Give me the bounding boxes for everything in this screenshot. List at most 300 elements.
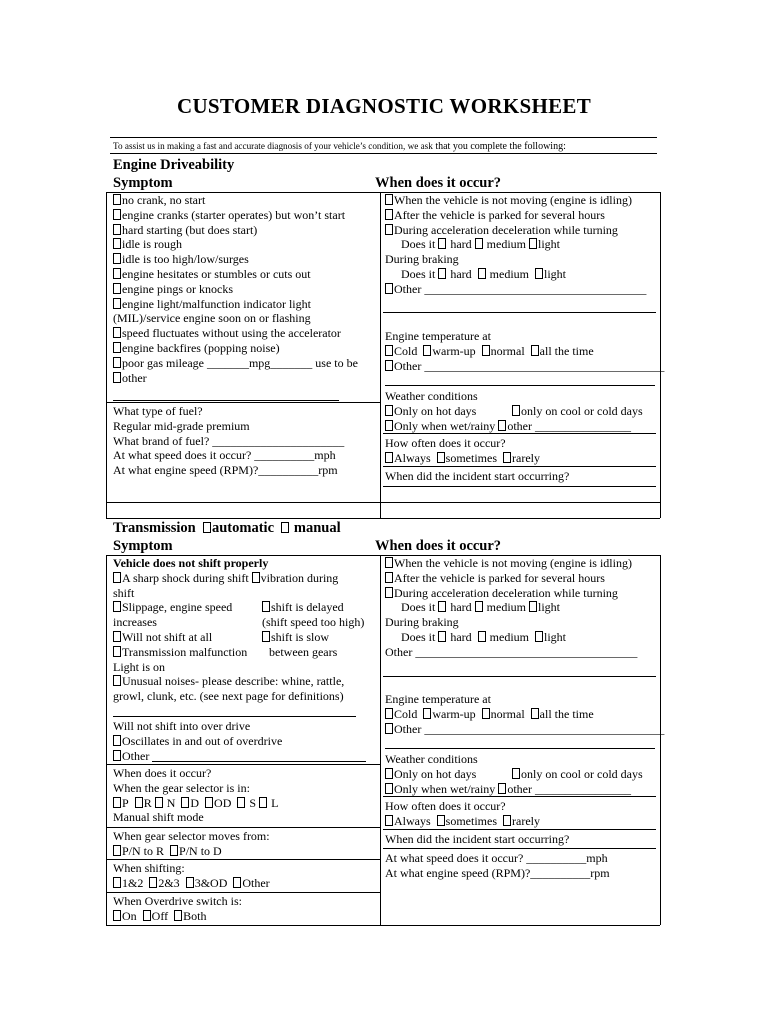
checkbox[interactable] — [113, 224, 121, 235]
when-row[interactable] — [385, 208, 646, 223]
checkbox[interactable] — [512, 405, 520, 416]
weather-row — [385, 782, 631, 797]
option-label: medium — [489, 629, 529, 644]
engine-heading: Engine Driveability — [113, 157, 235, 173]
option-label: Oscillates in and out of overdrive — [122, 733, 283, 748]
option-label: all the time — [539, 343, 594, 358]
how-often-label: How often does it occur? — [385, 436, 506, 450]
symptom-checkbox-row[interactable] — [113, 252, 358, 267]
checkbox[interactable] — [186, 877, 194, 888]
checkbox[interactable] — [385, 405, 393, 416]
checkbox[interactable] — [262, 631, 270, 642]
checkbox[interactable] — [237, 797, 245, 808]
symptom-label: no crank, no start — [122, 193, 206, 207]
checkbox[interactable] — [113, 209, 121, 220]
how-often-row — [385, 451, 540, 466]
checkbox[interactable] — [385, 723, 393, 734]
answer-line[interactable]: ________________ — [534, 418, 631, 433]
checkbox[interactable] — [113, 572, 121, 583]
intro-lead: To assist us in making a fast and accurate diagnosis of your vehicle’s condition, we ask — [113, 141, 433, 151]
option-label: On — [122, 908, 137, 923]
option-label: D — [190, 795, 200, 810]
checkbox[interactable] — [498, 420, 506, 431]
option-label: Slippage, engine speed — [122, 600, 233, 615]
option-label: Off — [151, 908, 169, 923]
checkbox[interactable] — [385, 209, 393, 220]
checkbox[interactable] — [113, 735, 121, 746]
option-label: normal — [490, 706, 525, 721]
answer-line[interactable]: _____________________________________ — [415, 644, 638, 659]
when-row[interactable] — [385, 193, 646, 208]
temp-row — [385, 707, 664, 722]
slow-row — [262, 630, 364, 645]
checkbox[interactable] — [438, 601, 446, 612]
rule — [383, 466, 656, 467]
when-q-label: When does it occur? — [113, 766, 212, 780]
when-row[interactable] — [385, 359, 664, 374]
checkbox[interactable] — [113, 342, 121, 353]
trans-how-often — [385, 799, 540, 829]
fuel-options[interactable]: Regular mid-grade premium — [113, 418, 250, 433]
does-it-label: Does it — [401, 266, 436, 281]
checkbox[interactable] — [478, 631, 486, 642]
checkbox[interactable] — [113, 797, 121, 808]
option-label: manual — [293, 520, 341, 536]
checkbox[interactable] — [113, 910, 121, 921]
temp-row — [385, 344, 664, 359]
symptom-checkbox-row[interactable] — [113, 326, 358, 341]
when-row[interactable] — [385, 586, 637, 601]
option-label: Only when wet/rainy — [394, 418, 496, 433]
when-row[interactable] — [385, 571, 637, 586]
weather-label: Weather conditions — [385, 389, 478, 403]
incident-label: When did the incident start occurring? — [385, 832, 570, 846]
shift-continuation: shift — [113, 585, 135, 600]
braking-label: During braking — [385, 615, 459, 630]
checkbox[interactable] — [423, 345, 431, 356]
weather-row — [385, 419, 631, 434]
table-border — [106, 925, 660, 926]
trans-symptom-heading: Symptom — [113, 538, 173, 554]
checkbox[interactable] — [503, 452, 511, 463]
when-label: Other — [394, 281, 422, 296]
table-divider — [380, 555, 381, 925]
rule — [110, 153, 657, 154]
checkbox[interactable] — [181, 797, 189, 808]
light-on-continuation: Light is on — [113, 659, 166, 674]
option-label: Both — [183, 908, 207, 923]
checkbox[interactable] — [385, 283, 393, 294]
trans-incident — [385, 832, 569, 847]
rpm-question[interactable]: At what engine speed (RPM)?__________rpm — [385, 865, 610, 880]
option-label: hard — [450, 237, 472, 252]
braking-label: During braking — [385, 252, 459, 267]
checkbox[interactable] — [155, 797, 163, 808]
checkbox[interactable] — [149, 877, 157, 888]
option-label: Other — [242, 875, 270, 890]
does-it-label: Does it — [401, 629, 436, 644]
gear-moves-row — [113, 844, 270, 859]
severity-row — [385, 600, 637, 615]
option-label: Always — [394, 813, 431, 828]
weather-row-cool — [512, 404, 643, 419]
checkbox[interactable] — [498, 783, 506, 794]
symptom-label: speed fluctuates without using the accelerator — [122, 326, 341, 341]
checkbox[interactable] — [113, 675, 121, 686]
manual-checkbox[interactable] — [281, 522, 289, 533]
trans-heading — [113, 520, 341, 537]
checkbox[interactable] — [135, 797, 143, 808]
rule — [383, 312, 656, 313]
checkbox[interactable] — [262, 601, 270, 612]
overdrive-label: Will not shift into over drive — [113, 719, 251, 733]
checkbox[interactable] — [113, 845, 121, 856]
checkbox[interactable] — [113, 327, 121, 338]
checkbox[interactable] — [535, 631, 543, 642]
when-row[interactable] — [385, 556, 637, 571]
checkbox[interactable] — [113, 646, 121, 657]
checkbox[interactable] — [529, 238, 537, 249]
option-label: rarely — [512, 813, 540, 828]
option-label: automatic — [211, 520, 274, 536]
option-label: normal — [490, 343, 525, 358]
shifting-list — [113, 861, 270, 891]
option-label: Only when wet/rainy — [394, 781, 496, 796]
engine-temp-label: Engine temperature at — [385, 692, 491, 706]
trans-temp-list — [385, 692, 664, 736]
checkbox[interactable] — [113, 268, 121, 279]
brand-question[interactable]: What brand of fuel? ______________________ — [113, 433, 345, 448]
option-label: rarely — [512, 450, 540, 465]
selector-list — [113, 766, 278, 825]
checkbox[interactable] — [113, 194, 121, 205]
option-label: R — [143, 795, 152, 810]
symptom-checkbox-row[interactable] — [113, 223, 358, 238]
engine-when-heading: When does it occur? — [375, 175, 502, 191]
when-label: Other — [385, 644, 413, 659]
option-label: hard — [450, 629, 472, 644]
delayed-row — [262, 600, 364, 615]
od-switch-label: When Overdrive switch is: — [113, 894, 242, 908]
option-label: medium — [486, 237, 526, 252]
checkbox[interactable] — [233, 877, 241, 888]
option-label: Only on hot days — [394, 403, 477, 418]
checkbox[interactable] — [113, 357, 121, 368]
answer-line[interactable]: _____________________________________ — [424, 281, 647, 296]
incident-block — [385, 469, 569, 484]
when-row[interactable] — [385, 722, 664, 737]
symptom-continuation: (MIL)/service engine soon on or flashing — [113, 311, 311, 326]
checkbox[interactable] — [385, 452, 393, 463]
option-label: Unusual noises- please describe: whine, rattle, — [122, 674, 345, 689]
option-label: only on cool or cold days — [521, 403, 643, 418]
od-switch-list — [113, 894, 242, 924]
checkbox[interactable] — [475, 238, 483, 249]
checkbox[interactable] — [113, 750, 121, 761]
increases-continuation: increases — [113, 615, 157, 630]
oscillates-row — [113, 734, 282, 749]
checkbox[interactable] — [385, 345, 393, 356]
when-label: When the vehicle is not moving (engine is idling) — [394, 556, 632, 570]
shock-row — [113, 571, 344, 586]
option-label: all the time — [539, 706, 594, 721]
option-label: medium — [489, 266, 529, 281]
option-label: A sharp shock during shift — [122, 570, 249, 585]
symptom-checkbox-row[interactable] — [113, 237, 358, 252]
how-often-label: How often does it occur? — [385, 799, 506, 813]
symptom-checkbox-row[interactable] — [113, 282, 358, 297]
when-label: Other — [394, 721, 422, 736]
answer-line[interactable] — [152, 761, 366, 762]
other-answer-line[interactable] — [113, 400, 339, 401]
answer-line[interactable] — [113, 716, 356, 717]
option-label: P/N to D — [179, 843, 222, 858]
symptom-label: hard starting (but does start) — [122, 222, 258, 237]
checkbox[interactable] — [531, 345, 539, 356]
option-label: other — [507, 781, 532, 796]
speed-question[interactable]: At what speed does it occur? __________mph — [385, 851, 608, 865]
weather-label: Weather conditions — [385, 752, 478, 766]
checkbox[interactable] — [437, 815, 445, 826]
option-label: other — [507, 418, 532, 433]
option-label: shift is delayed — [271, 600, 344, 615]
option-label: N — [166, 795, 176, 810]
table-border — [660, 555, 661, 925]
symptom-label: idle is rough — [122, 237, 182, 252]
when-label: Other — [394, 358, 422, 373]
checkbox[interactable] — [535, 268, 543, 279]
checkbox[interactable] — [259, 797, 267, 808]
weather-row-cool — [512, 767, 643, 782]
checkbox[interactable] — [438, 268, 446, 279]
checkbox[interactable] — [385, 360, 393, 371]
symptom-checkbox-row[interactable] — [113, 193, 358, 208]
symptom-checkbox-row[interactable] — [113, 267, 358, 282]
how-often-list — [385, 436, 540, 466]
checkbox[interactable] — [385, 815, 393, 826]
option-label: light — [544, 266, 567, 281]
severity-row — [385, 630, 637, 645]
when-label: After the vehicle is parked for several hours — [394, 207, 605, 222]
option-label: only on cool or cold days — [521, 766, 643, 781]
rule — [383, 848, 656, 849]
gear-selector-label: When the gear selector is in: — [113, 780, 250, 795]
rule — [383, 433, 656, 434]
between-continuation: between gears — [269, 644, 338, 659]
trans-speed-questions — [385, 851, 610, 881]
option-label: Cold — [394, 343, 418, 358]
when-label: During acceleration deceleration while turning — [394, 585, 618, 600]
checkbox[interactable] — [385, 194, 393, 205]
symptom-label: engine cranks (starter operates) but won’t start — [122, 207, 346, 222]
gear-moves-label: When gear selector moves from: — [113, 829, 270, 843]
option-label: light — [538, 600, 561, 615]
od-switch-row — [113, 909, 242, 924]
intro-tail: that you complete the following: — [435, 141, 566, 152]
checkbox[interactable] — [143, 910, 151, 921]
symptom-checkbox-row[interactable] — [113, 341, 358, 356]
severity-row — [385, 237, 646, 252]
symptom-checkbox-row[interactable] — [113, 208, 358, 223]
fuel-question: What type of fuel? — [113, 404, 203, 418]
when-label: When the vehicle is not moving (engine is idling) — [394, 193, 632, 207]
rule — [106, 827, 380, 828]
option-label: 3&OD — [194, 875, 228, 890]
checkbox[interactable] — [438, 631, 446, 642]
answer-line[interactable]: ________________________________________ — [424, 358, 665, 373]
checkbox[interactable] — [252, 572, 260, 583]
checkbox[interactable] — [423, 708, 431, 719]
checkbox[interactable] — [438, 238, 446, 249]
checkbox[interactable] — [385, 224, 393, 235]
speed-question[interactable]: At what speed does it occur? __________mph — [113, 448, 336, 463]
rule — [110, 137, 657, 138]
option-label: hard — [450, 600, 472, 615]
does-it-label: Does it — [401, 600, 436, 615]
option-label: 1&2 — [122, 875, 144, 890]
checkbox[interactable] — [113, 283, 121, 294]
shifting-label: When shifting: — [113, 861, 185, 875]
checkbox[interactable] — [385, 587, 393, 598]
too-high-continuation: (shift speed too high) — [262, 615, 365, 630]
checkbox[interactable] — [113, 877, 121, 888]
checkbox[interactable] — [113, 253, 121, 264]
severity-row — [385, 267, 646, 282]
fuel-questions — [113, 404, 344, 478]
symptom-checkbox-row[interactable] — [113, 371, 358, 386]
checkbox[interactable] — [529, 601, 537, 612]
checkbox[interactable] — [113, 298, 121, 309]
option-label: vibration during — [260, 570, 339, 585]
checkbox[interactable] — [385, 420, 393, 431]
trans-symptom-right — [262, 600, 364, 659]
answer-line[interactable]: ________________________________________ — [424, 721, 665, 736]
option-label: warm-up — [432, 343, 476, 358]
checkbox[interactable] — [385, 572, 393, 583]
checkbox[interactable] — [385, 708, 393, 719]
table-border — [106, 555, 107, 925]
rule — [106, 892, 380, 893]
option-label: warm-up — [432, 706, 476, 721]
symptom-label: idle is too high/low/surges — [122, 252, 249, 267]
checkbox[interactable] — [531, 708, 539, 719]
rule — [383, 676, 656, 677]
automatic-checkbox[interactable] — [203, 522, 211, 533]
checkbox[interactable] — [475, 601, 483, 612]
page-title: CUSTOMER DIAGNOSTIC WORKSHEET — [176, 94, 592, 118]
option-label: S — [249, 795, 257, 810]
when-row[interactable] — [385, 282, 646, 297]
overdrive-list — [113, 719, 282, 763]
symptom-label: engine light/malfunction indicator light — [122, 296, 311, 311]
table-divider — [380, 192, 381, 518]
checkbox[interactable] — [512, 768, 520, 779]
trans-heading-label: Transmission — [113, 520, 196, 536]
checkbox[interactable] — [170, 845, 178, 856]
checkbox[interactable] — [503, 815, 511, 826]
option-label: P — [122, 795, 129, 810]
option-label: sometimes — [445, 450, 497, 465]
table-border — [106, 192, 107, 518]
checkbox[interactable] — [113, 601, 121, 612]
option-label: Always — [394, 450, 431, 465]
noises-row — [113, 674, 344, 689]
option-label: L — [271, 795, 279, 810]
checkbox[interactable] — [385, 783, 393, 794]
checkbox[interactable] — [113, 372, 121, 383]
checkbox[interactable] — [113, 238, 121, 249]
rpm-question[interactable]: At what engine speed (RPM)?__________rpm — [113, 463, 338, 478]
option-label: shift is slow — [271, 629, 330, 644]
table-border — [106, 518, 660, 519]
engine-symptom-list — [113, 193, 358, 385]
incident-label: When did the incident start occurring? — [385, 469, 570, 483]
checkbox[interactable] — [174, 910, 182, 921]
answer-line[interactable] — [385, 748, 655, 749]
noises-continuation: growl, clunk, etc. (see next page for definitions) — [113, 689, 344, 704]
option-label: OD — [214, 795, 232, 810]
no-shift-label: Vehicle does not shift properly — [113, 556, 269, 570]
rule — [383, 486, 656, 487]
checkbox[interactable] — [437, 452, 445, 463]
symptom-label: engine hesitates or stumbles or cuts out — [122, 266, 311, 281]
does-it-label: Does it — [401, 237, 436, 252]
engine-temp-list — [385, 329, 664, 373]
when-label: After the vehicle is parked for several hours — [394, 570, 605, 585]
how-often-row — [385, 814, 540, 829]
option-label: 2&3 — [158, 875, 180, 890]
option-label: Cold — [394, 706, 418, 721]
answer-line[interactable] — [385, 385, 655, 386]
engine-symptom-heading: Symptom — [113, 175, 173, 191]
gear-moves-list — [113, 829, 270, 859]
rule — [383, 829, 656, 830]
checkbox[interactable] — [205, 797, 213, 808]
when-label: During acceleration deceleration while turning — [394, 222, 618, 237]
option-label: hard — [450, 266, 472, 281]
when-row[interactable] — [385, 223, 646, 238]
symptom-label: engine backfires (popping noise) — [122, 340, 280, 355]
checkbox[interactable] — [482, 708, 490, 719]
rule — [106, 764, 380, 765]
checkbox[interactable] — [478, 268, 486, 279]
answer-line[interactable]: ________________ — [534, 781, 631, 796]
symptom-label: other — [122, 370, 147, 385]
option-label: medium — [486, 600, 526, 615]
option-label: Transmission malfunction — [122, 644, 248, 659]
option-label: light — [538, 237, 561, 252]
symptom-checkbox-row[interactable] — [113, 297, 358, 312]
symptom-label: engine pings or knocks — [122, 281, 233, 296]
rule — [106, 402, 380, 403]
manual-mode-label: Manual shift mode — [113, 810, 204, 825]
checkbox[interactable] — [385, 557, 393, 568]
trans-when-list — [385, 556, 637, 660]
option-label: P/N to R — [122, 843, 165, 858]
option-label: sometimes — [445, 813, 497, 828]
gears-row — [113, 796, 278, 811]
intro-text — [113, 141, 566, 152]
checkbox[interactable] — [113, 631, 121, 642]
symptom-label: poor gas mileage _______mpg_______ use to be — [122, 355, 358, 370]
table-border — [106, 502, 660, 503]
shifting-row — [113, 876, 270, 891]
trans-when-heading: When does it occur? — [375, 538, 502, 554]
checkbox[interactable] — [385, 768, 393, 779]
symptom-checkbox-row[interactable] — [113, 356, 358, 371]
checkbox[interactable] — [482, 345, 490, 356]
option-label: Only on hot days — [394, 766, 477, 781]
